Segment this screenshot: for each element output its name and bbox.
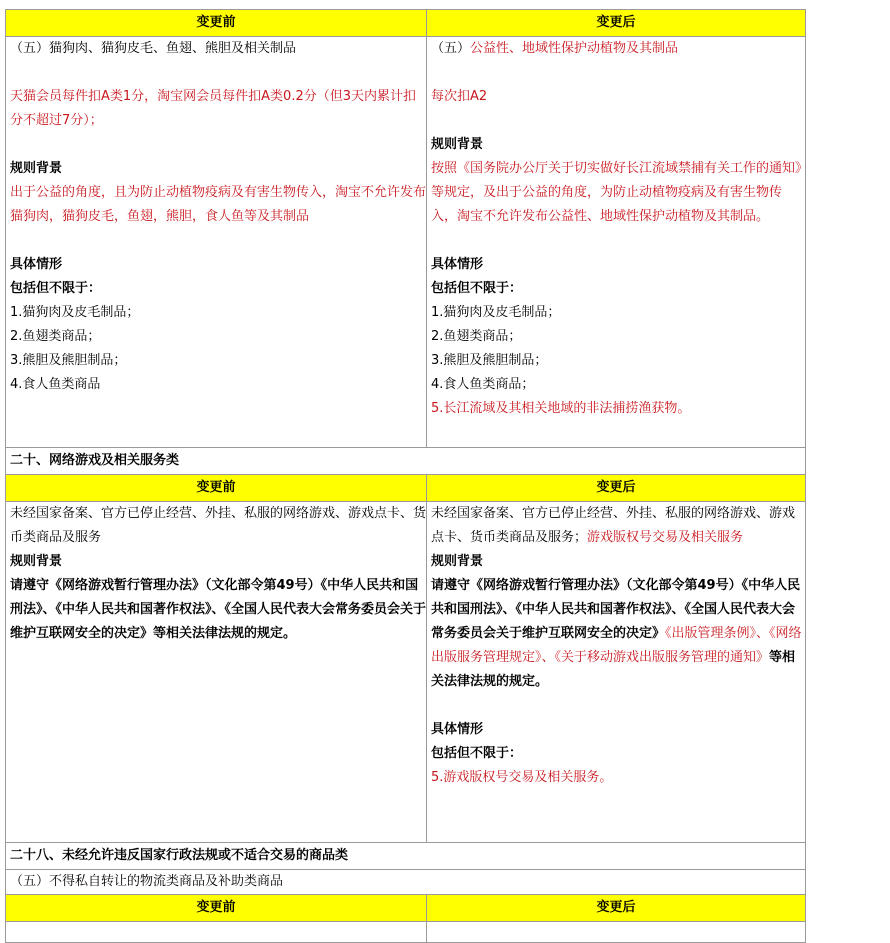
rule-title: （五）猫狗肉、猫狗皮毛、鱼翅、熊胆及相关制品 <box>10 41 297 56</box>
subsection-title: （五）不得私自转让的物流类商品及补助类商品 <box>6 870 806 895</box>
subsection-row <box>6 870 806 895</box>
header-row <box>6 475 806 502</box>
header-row <box>6 895 806 922</box>
before-cell-logistics <box>6 922 427 943</box>
background-text: 按照《国务院办公厅关于切实做好长江流域禁捕有关工作的通知》等规定，及出于公益的角度，为防止动植物疫病及有害生物传入，淘宝不允许发布公益性、地域性保护动植物及其制品。 <box>431 161 802 224</box>
after-cell-logistics <box>427 922 806 943</box>
list-item: 5.游戏版权号交易及相关服务。 <box>431 770 613 785</box>
section-row-20 <box>6 448 806 475</box>
rule-title: （五）公益性、地域性保护动植物及其制品 <box>431 41 679 56</box>
background-text: 出于公益的角度，且为防止动植物疫病及有害生物传入，淘宝不允许发布猫狗肉，猫狗皮毛，鱼翅，熊胆，食人鱼等及其制品 <box>10 185 427 224</box>
list-item: 2.鱼翅类商品； <box>431 329 522 344</box>
specifics-heading: 具体情形 <box>431 722 484 737</box>
rule-row-games <box>6 502 806 843</box>
section-row-28 <box>6 843 806 870</box>
before-cell-animals <box>6 37 427 448</box>
specifics-heading: 具体情形 <box>10 257 63 272</box>
before-header: 变更前 <box>6 895 427 922</box>
list-item: 1.猫狗肉及皮毛制品； <box>10 305 140 320</box>
penalty-text: 天猫会员每件扣A类1分，淘宝网会员每件扣A类0.2分（但3天内累计扣分不超过7分）； <box>10 89 417 128</box>
section-title: 二十、网络游戏及相关服务类 <box>6 448 806 475</box>
after-header: 变更后 <box>427 10 806 37</box>
specifics-heading: 具体情形 <box>431 257 484 272</box>
rule-row-logistics <box>6 922 806 943</box>
background-heading: 规则背景 <box>431 554 484 569</box>
section-title: 二十八、未经允许违反国家行政法规或不适合交易的商品类 <box>6 843 806 870</box>
after-cell-animals <box>427 37 806 448</box>
list-item: 4.食人鱼类商品 <box>10 377 101 392</box>
list-item: 3.熊胆及熊胆制品； <box>431 353 548 368</box>
rule-title: 未经国家备案、官方已停止经营、外挂、私服的网络游戏、游戏点卡、货币类商品及服务 <box>10 506 427 545</box>
penalty-text: 每次扣A2 <box>431 89 488 104</box>
before-cell-games <box>6 502 427 843</box>
includes-heading: 包括但不限于： <box>431 281 523 296</box>
list-item: 4.食人鱼类商品； <box>431 377 535 392</box>
background-heading: 规则背景 <box>10 554 63 569</box>
includes-heading: 包括但不限于： <box>10 281 102 296</box>
rules-comparison-table <box>5 9 806 943</box>
includes-heading: 包括但不限于： <box>431 746 523 761</box>
list-item: 2.鱼翅类商品； <box>10 329 101 344</box>
after-header: 变更后 <box>427 475 806 502</box>
list-item: 5.长江流域及其相关地域的非法捕捞渔获物。 <box>431 401 691 416</box>
rule-row-animals <box>6 37 806 448</box>
list-item: 1.猫狗肉及皮毛制品； <box>431 305 561 320</box>
header-row <box>6 10 806 37</box>
background-heading: 规则背景 <box>10 161 63 176</box>
list-item: 3.熊胆及熊胆制品； <box>10 353 127 368</box>
before-header: 变更前 <box>6 10 427 37</box>
after-cell-games <box>427 502 806 843</box>
background-text: 请遵守《网络游戏暂行管理办法》（文化部令第49号）《中华人民共和国刑法》、《中华人民共和国著作权法》、《全国人民代表大会常务委员会关于维护互联网安全的决定》《出版管理条例》、《网络出版服务管理规定》、《关于移动游戏出版服务管理的通知》等相关法律法规的规定。 <box>431 578 802 689</box>
background-text: 请遵守《网络游戏暂行管理办法》（文化部令第49号）《中华人民共和国刑法》、《中华人民共和国著作权法》、《全国人民代表大会常务委员会关于维护互联网安全的决定》等相关法律法规的规定。 <box>10 578 427 641</box>
before-header: 变更前 <box>6 475 427 502</box>
after-header: 变更后 <box>427 895 806 922</box>
rule-title: 未经国家备案、官方已停止经营、外挂、私服的网络游戏、游戏点卡、货币类商品及服务；游戏版权号交易及相关服务 <box>431 506 796 545</box>
background-heading: 规则背景 <box>431 137 484 152</box>
